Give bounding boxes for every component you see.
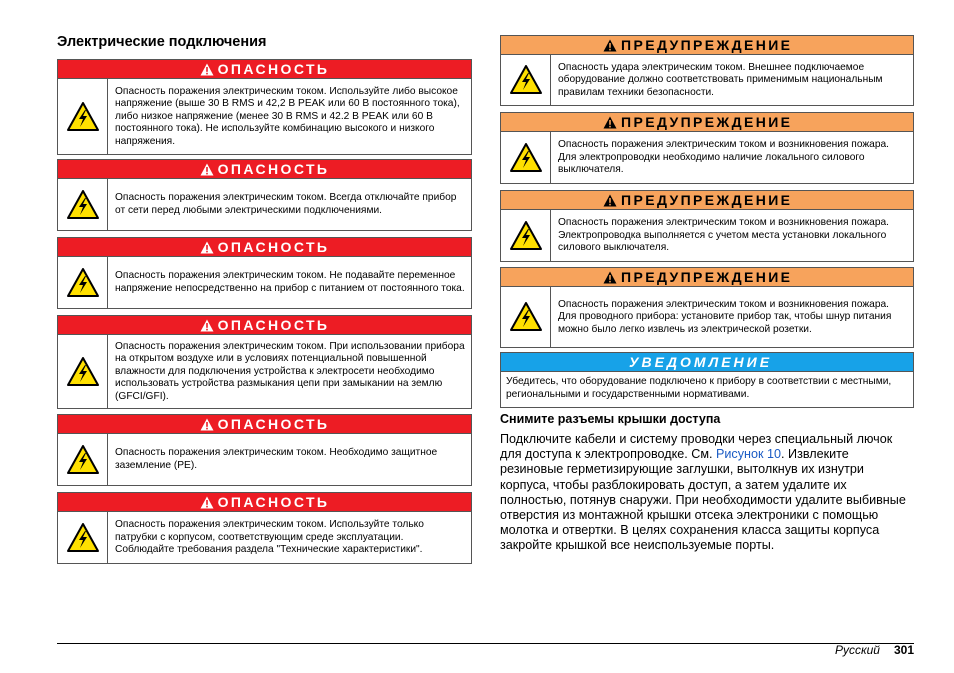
- danger-label: ОПАСНОСТЬ: [217, 416, 330, 432]
- page-number: 301: [893, 643, 914, 657]
- danger-header: [58, 316, 471, 335]
- danger-label: ОПАСНОСТЬ: [217, 317, 330, 333]
- hazard-icon-cell: [58, 257, 108, 308]
- warning-message: Опасность поражения электрическим током и возникновения пожара. Для проводного прибора: установите прибор так, чтобы шнур питания можно было легко извлечь из электрической розетки.: [558, 298, 892, 335]
- paragraph-text-after: . Извлеките резиновые герметизирующие заглушки, вытолкнув их изнутри корпуса, чтобы разблокировать доступ, а затем удалите их полностью, потянув снаружи. При необходимости удалите выбивные отверстия из монтажной крышки отсека электроники с помощью молотка и отвертки. В целях сохранения класса защиты корпуса закройте крышкой все неиспользуемые порты.: [500, 447, 906, 553]
- warning-body: [501, 287, 913, 347]
- electric-shock-hazard-icon: [66, 267, 100, 299]
- exclamation-triangle-icon: [200, 163, 214, 176]
- paragraph-text-before: Подключите кабели и систему проводки через специальный лючок для доступа к электропроводке. См.: [500, 432, 893, 462]
- footer-divider: [57, 643, 914, 644]
- electric-shock-hazard-icon: [66, 522, 100, 554]
- danger-body: [58, 512, 471, 563]
- warning-label: ПРЕДУПРЕЖДЕНИЕ: [621, 269, 793, 285]
- hazard-icon-cell: [501, 132, 551, 183]
- warning-message: Опасность поражения электрическим током и возникновения пожара. Для электропроводки необходимо наличие локального силового выключателя.: [558, 139, 890, 176]
- hazard-icon-cell: [58, 335, 108, 408]
- exclamation-triangle-icon: [200, 496, 214, 509]
- hazard-icon-cell: [501, 55, 551, 105]
- exclamation-triangle-icon: [200, 63, 214, 76]
- warning-text: [551, 287, 913, 347]
- danger-header: [58, 238, 471, 257]
- exclamation-triangle-icon: [200, 319, 214, 332]
- danger-label: ОПАСНОСТЬ: [217, 161, 330, 177]
- danger-box: [57, 159, 472, 231]
- exclamation-triangle-icon: [603, 39, 617, 52]
- warning-box: [500, 267, 914, 348]
- exclamation-triangle-icon: [603, 194, 617, 207]
- electric-shock-hazard-icon: [66, 444, 100, 476]
- figure-link[interactable]: Рисунок 10: [716, 447, 782, 462]
- electric-shock-hazard-icon: [66, 189, 100, 221]
- danger-header: [58, 160, 471, 179]
- danger-body: [58, 335, 471, 408]
- danger-message: Опасность поражения электрическим током. Не подавайте переменное напряжение непосредственно на прибор с питанием от постоянного тока.: [115, 270, 465, 294]
- danger-body: [58, 79, 471, 154]
- danger-label: ОПАСНОСТЬ: [217, 61, 330, 77]
- hazard-icon-cell: [501, 210, 551, 261]
- warning-label: ПРЕДУПРЕЖДЕНИЕ: [621, 192, 793, 208]
- danger-body: [58, 179, 471, 230]
- danger-text: [108, 512, 471, 563]
- danger-text: [108, 257, 471, 308]
- danger-box: [57, 59, 472, 155]
- hazard-icon-cell: [58, 512, 108, 563]
- danger-message: Опасность поражения электрическим током. Всегда отключайте прибор от сети перед любыми электрическими подключениями.: [115, 192, 457, 216]
- danger-header: [58, 415, 471, 434]
- notice-header: УВЕДОМЛЕНИЕ: [501, 353, 913, 372]
- footer: [835, 643, 914, 657]
- danger-text: [108, 335, 471, 408]
- danger-text: [108, 179, 471, 230]
- danger-label: ОПАСНОСТЬ: [217, 494, 330, 510]
- electric-shock-hazard-icon: [509, 142, 543, 174]
- electric-shock-hazard-icon: [509, 220, 543, 252]
- warning-body: [501, 55, 913, 105]
- hazard-icon-cell: [58, 434, 108, 485]
- danger-header: [58, 60, 471, 79]
- warning-body: [501, 132, 913, 183]
- warning-header: [501, 36, 913, 55]
- hazard-icon-cell: [501, 287, 551, 347]
- electric-shock-hazard-icon: [509, 64, 543, 96]
- subsection-title: Снимите разъемы крышки доступа: [500, 412, 721, 426]
- danger-message: Опасность поражения электрическим током. Необходимо защитное заземление (PE).: [115, 447, 438, 471]
- warning-header: [501, 268, 913, 287]
- hazard-icon-cell: [58, 179, 108, 230]
- warning-label: ПРЕДУПРЕЖДЕНИЕ: [621, 37, 793, 53]
- exclamation-triangle-icon: [200, 418, 214, 431]
- exclamation-triangle-icon: [200, 241, 214, 254]
- danger-header: [58, 493, 471, 512]
- warning-box: [500, 35, 914, 106]
- warning-box: [500, 190, 914, 262]
- exclamation-triangle-icon: [603, 116, 617, 129]
- notice-box: [500, 352, 914, 408]
- danger-box: [57, 315, 472, 409]
- warning-label: ПРЕДУПРЕЖДЕНИЕ: [621, 114, 793, 130]
- danger-text: [108, 79, 471, 154]
- footer-language: Русский: [834, 643, 880, 657]
- warning-message: Опасность удара электрическим током. Внешнее подключаемое оборудование должно соответствовать применимым национальным правилам техники безопасности.: [558, 61, 883, 98]
- danger-box: [57, 237, 472, 309]
- danger-body: [58, 434, 471, 485]
- danger-box: [57, 492, 472, 564]
- warning-body: [501, 210, 913, 261]
- danger-message: Опасность поражения электрическим током. Используйте либо высокое напряжение (выше 30 В RMS и 42,2 В PEAK или 60 В постоянного тока), либо низкое напряжение (менее 30 В RMS и 42.2 В PEAK или 60 В постоянного тока). Не используйте комбинацию высокого и низкого напряжения.: [115, 85, 460, 147]
- warning-header: [501, 113, 913, 132]
- warning-header: [501, 191, 913, 210]
- warning-box: [500, 112, 914, 184]
- electric-shock-hazard-icon: [509, 301, 543, 333]
- exclamation-triangle-icon: [603, 271, 617, 284]
- warning-message: Опасность поражения электрическим током и возникновения пожара. Электропроводка выполняется с учетом места установки локального силового выключателя.: [558, 217, 890, 254]
- warning-text: [551, 132, 913, 183]
- danger-box: [57, 414, 472, 486]
- danger-label: ОПАСНОСТЬ: [217, 239, 330, 255]
- hazard-icon-cell: [58, 79, 108, 154]
- subsection-paragraph: [500, 432, 914, 554]
- electric-shock-hazard-icon: [66, 356, 100, 388]
- danger-body: [58, 257, 471, 308]
- danger-text: [108, 434, 471, 485]
- danger-message: Опасность поражения электрическим током. При использовании прибора на открытом воздухе или в условиях потенциальной повышенной влажности для подключения устройства к электросети необходимо использовать устройства размыкания цепи при замыкании на землю (GFCI/GFI).: [115, 340, 465, 402]
- warning-text: [551, 55, 913, 105]
- danger-message: Опасность поражения электрическим током. Используйте только патрубки с корпусом, соответствующим среде эксплуатации. Соблюдайте требования раздела "Технические характеристики".: [115, 519, 424, 556]
- notice-text: Убедитесь, что оборудование подключено к прибору в соответствии с местными, региональными и государственными нормативами.: [506, 376, 892, 400]
- section-title: Электрические подключения: [57, 34, 267, 50]
- warning-text: [551, 210, 913, 261]
- electric-shock-hazard-icon: [66, 101, 100, 133]
